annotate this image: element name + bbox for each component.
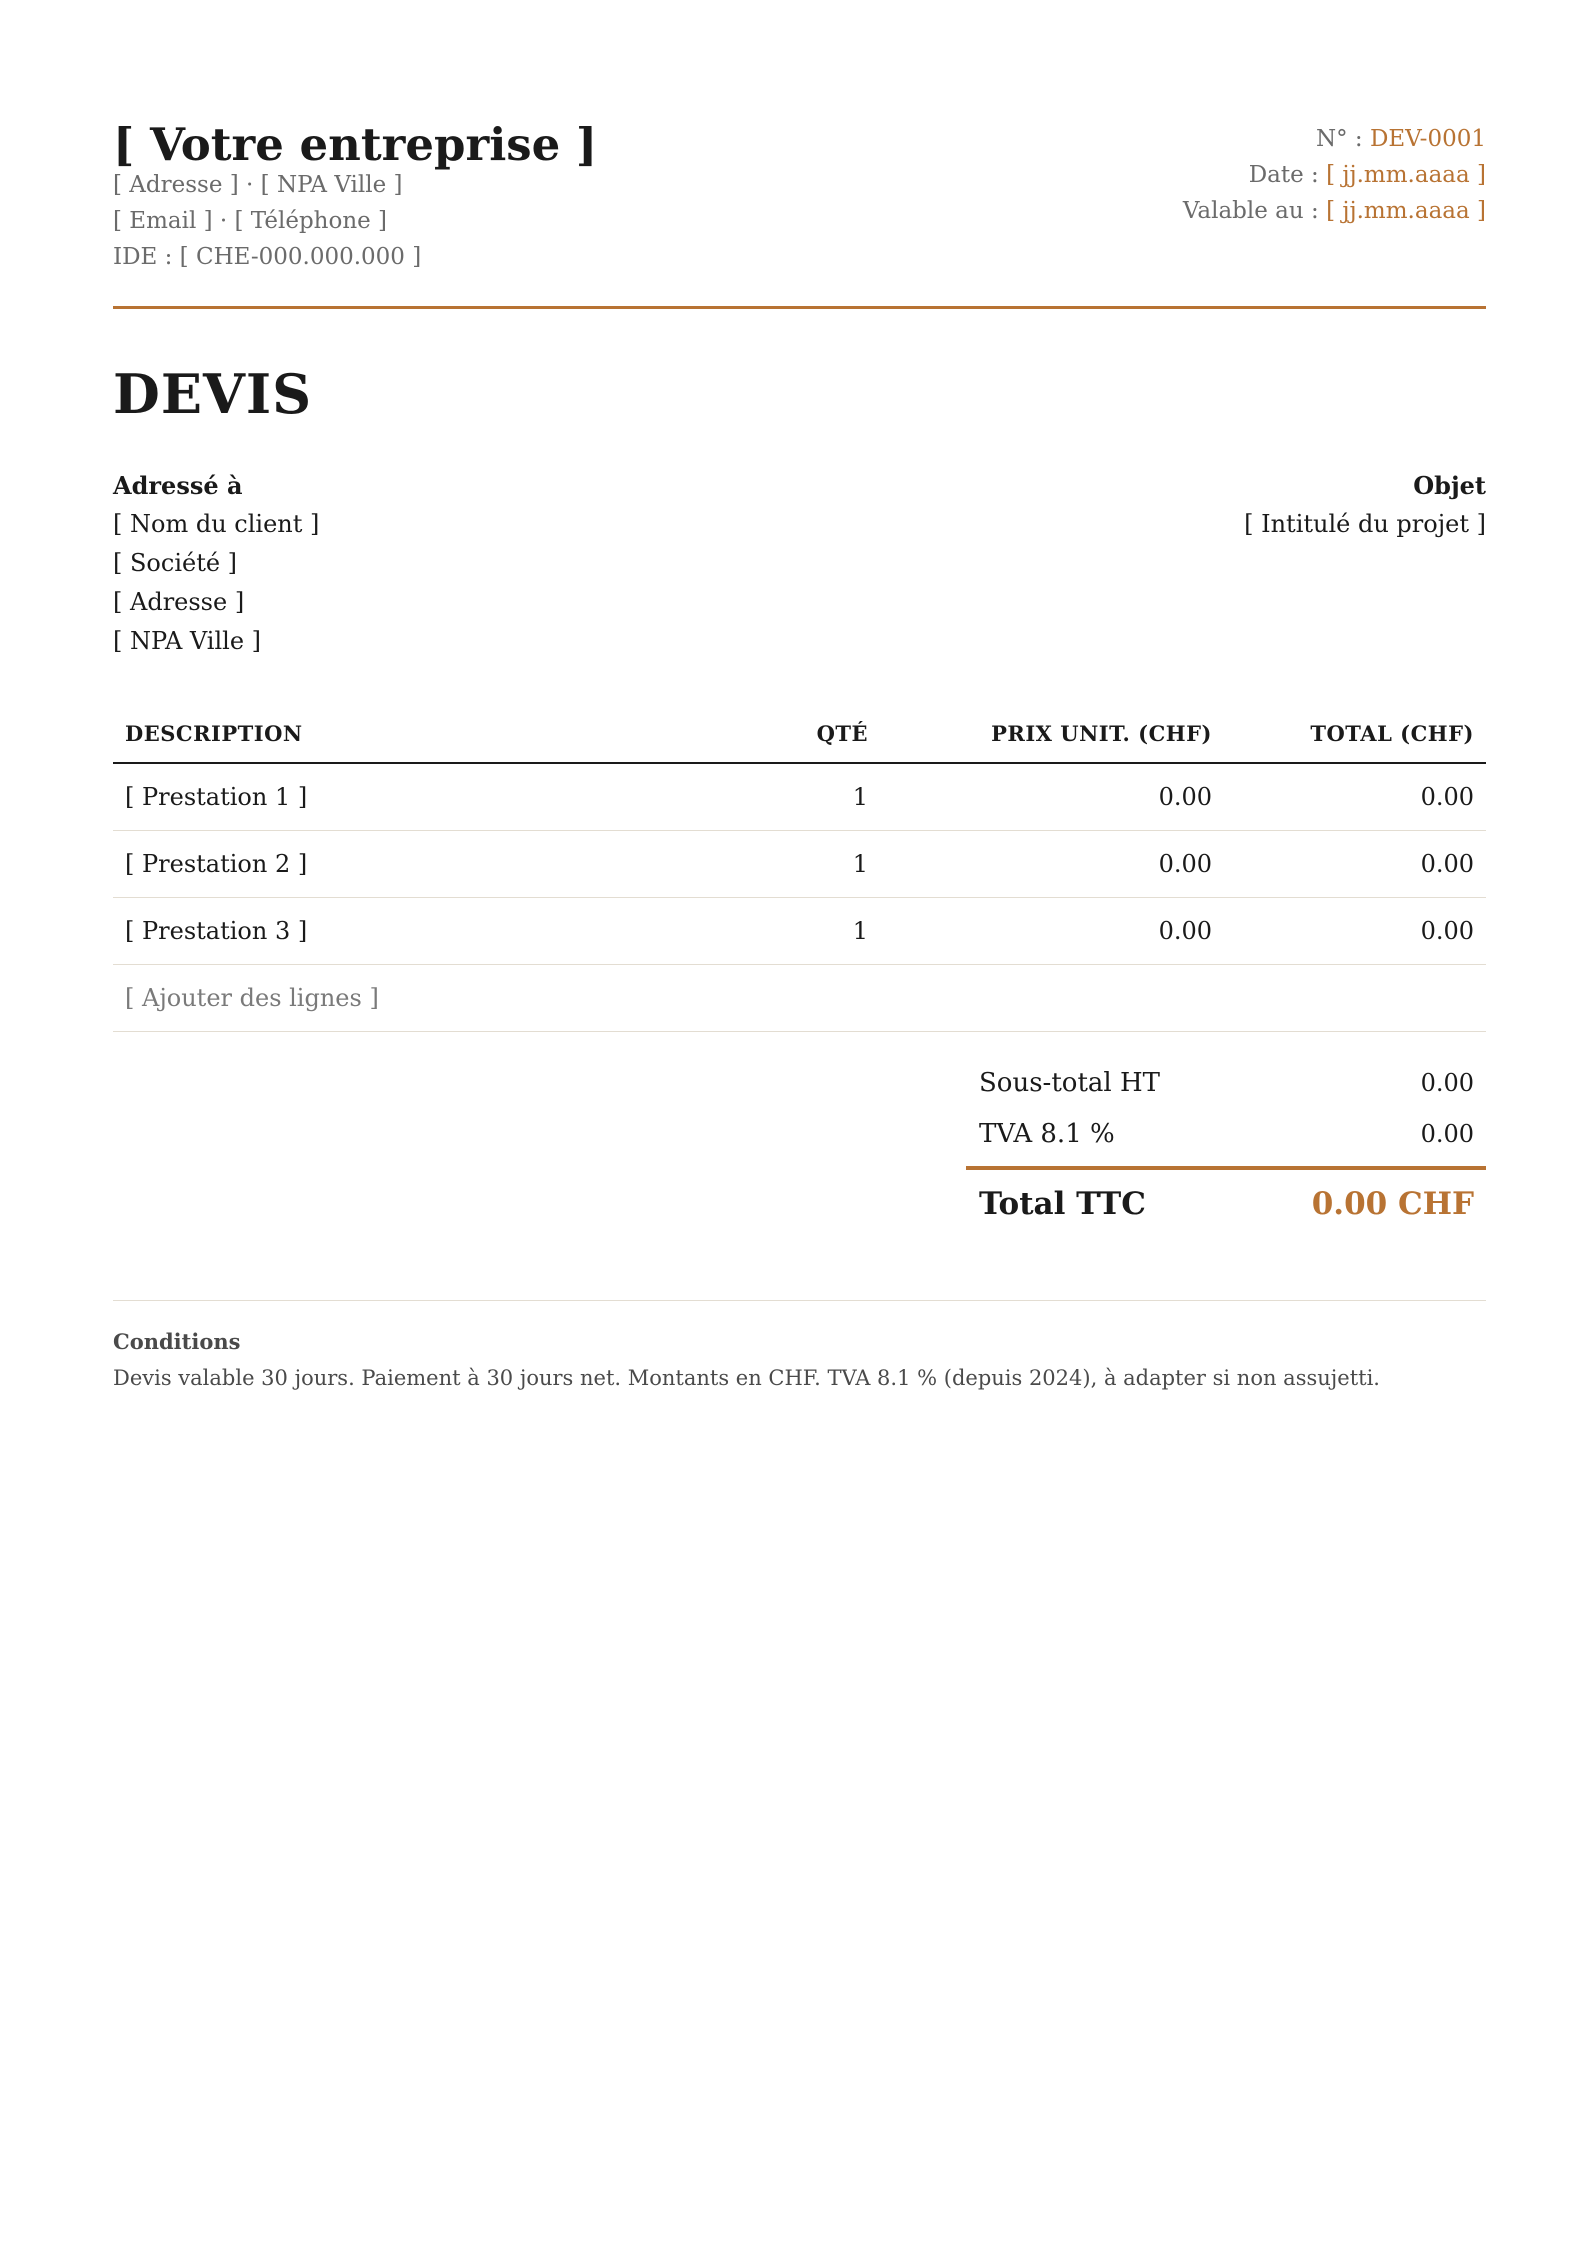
quote-validity-label: Valable au : [1182, 198, 1327, 224]
header-quantity: QTÉ [816, 721, 868, 746]
row-total: 0.00 [1420, 850, 1474, 878]
company-name: [ Votre entreprise ] [113, 118, 598, 171]
row-description: [ Prestation 3 ] [125, 917, 308, 945]
recipient-heading: Adressé à [113, 471, 243, 500]
company-contact: [ Email ] · [ Téléphone ] [113, 208, 388, 234]
table-row [113, 831, 1486, 898]
row-total: 0.00 [1420, 917, 1474, 945]
row-unit-price: 0.00 [1158, 917, 1212, 945]
object-value: [ Intitulé du projet ] [1244, 510, 1486, 538]
object-heading: Objet [1413, 471, 1486, 500]
subtotal-value: 0.00 [1420, 1069, 1474, 1097]
totals-divider [966, 1166, 1486, 1170]
quote-validity [1183, 196, 1486, 226]
row-quantity: 1 [852, 850, 868, 878]
recipient-city: [ NPA Ville ] [113, 627, 262, 655]
recipient-address: [ Adresse ] [113, 588, 245, 616]
quote-number [1316, 124, 1486, 154]
company-ide: IDE : [ CHE-000.000.000 ] [113, 244, 422, 270]
row-unit-price: 0.00 [1158, 783, 1212, 811]
table-header [113, 712, 1486, 764]
conditions-text: Devis valable 30 jours. Paiement à 30 jours net. Montants en CHF. TVA 8.1 % (depuis 2024), à adapter si non assujetti. [113, 1366, 1380, 1390]
document-title: DEVIS [113, 362, 313, 426]
header-divider [113, 306, 1486, 309]
vat-label: TVA 8.1 % [979, 1119, 1115, 1149]
quote-number-value: DEV-0001 [1369, 126, 1486, 152]
quote-date-label: Date : [1248, 162, 1327, 188]
row-total: 0.00 [1420, 783, 1474, 811]
quote-date [1249, 160, 1486, 190]
row-quantity: 1 [852, 783, 868, 811]
add-lines-row [113, 965, 1486, 1032]
table-row [113, 898, 1486, 965]
quote-number-label: N° : [1315, 126, 1370, 152]
row-unit-price: 0.00 [1158, 850, 1212, 878]
grand-total-value: 0.00 CHF [1311, 1186, 1474, 1222]
add-lines-placeholder: [ Ajouter des lignes ] [125, 984, 379, 1012]
header-description: DESCRIPTION [125, 721, 303, 746]
conditions-heading: Conditions [113, 1329, 241, 1354]
recipient-company: [ Société ] [113, 549, 238, 577]
quote-validity-value: [ jj.mm.aaaa ] [1326, 198, 1486, 224]
company-address: [ Adresse ] · [ NPA Ville ] [113, 172, 403, 198]
header-unit-price: PRIX UNIT. (CHF) [991, 721, 1212, 746]
row-description: [ Prestation 1 ] [125, 783, 308, 811]
table-row [113, 764, 1486, 831]
quote-date-value: [ jj.mm.aaaa ] [1326, 162, 1486, 188]
vat-value: 0.00 [1420, 1120, 1474, 1148]
subtotal-label: Sous-total HT [979, 1068, 1160, 1098]
header-total: TOTAL (CHF) [1310, 721, 1474, 746]
conditions-divider [113, 1300, 1486, 1301]
row-quantity: 1 [852, 917, 868, 945]
grand-total-label: Total TTC [979, 1186, 1146, 1222]
row-description: [ Prestation 2 ] [125, 850, 308, 878]
recipient-name: [ Nom du client ] [113, 510, 320, 538]
